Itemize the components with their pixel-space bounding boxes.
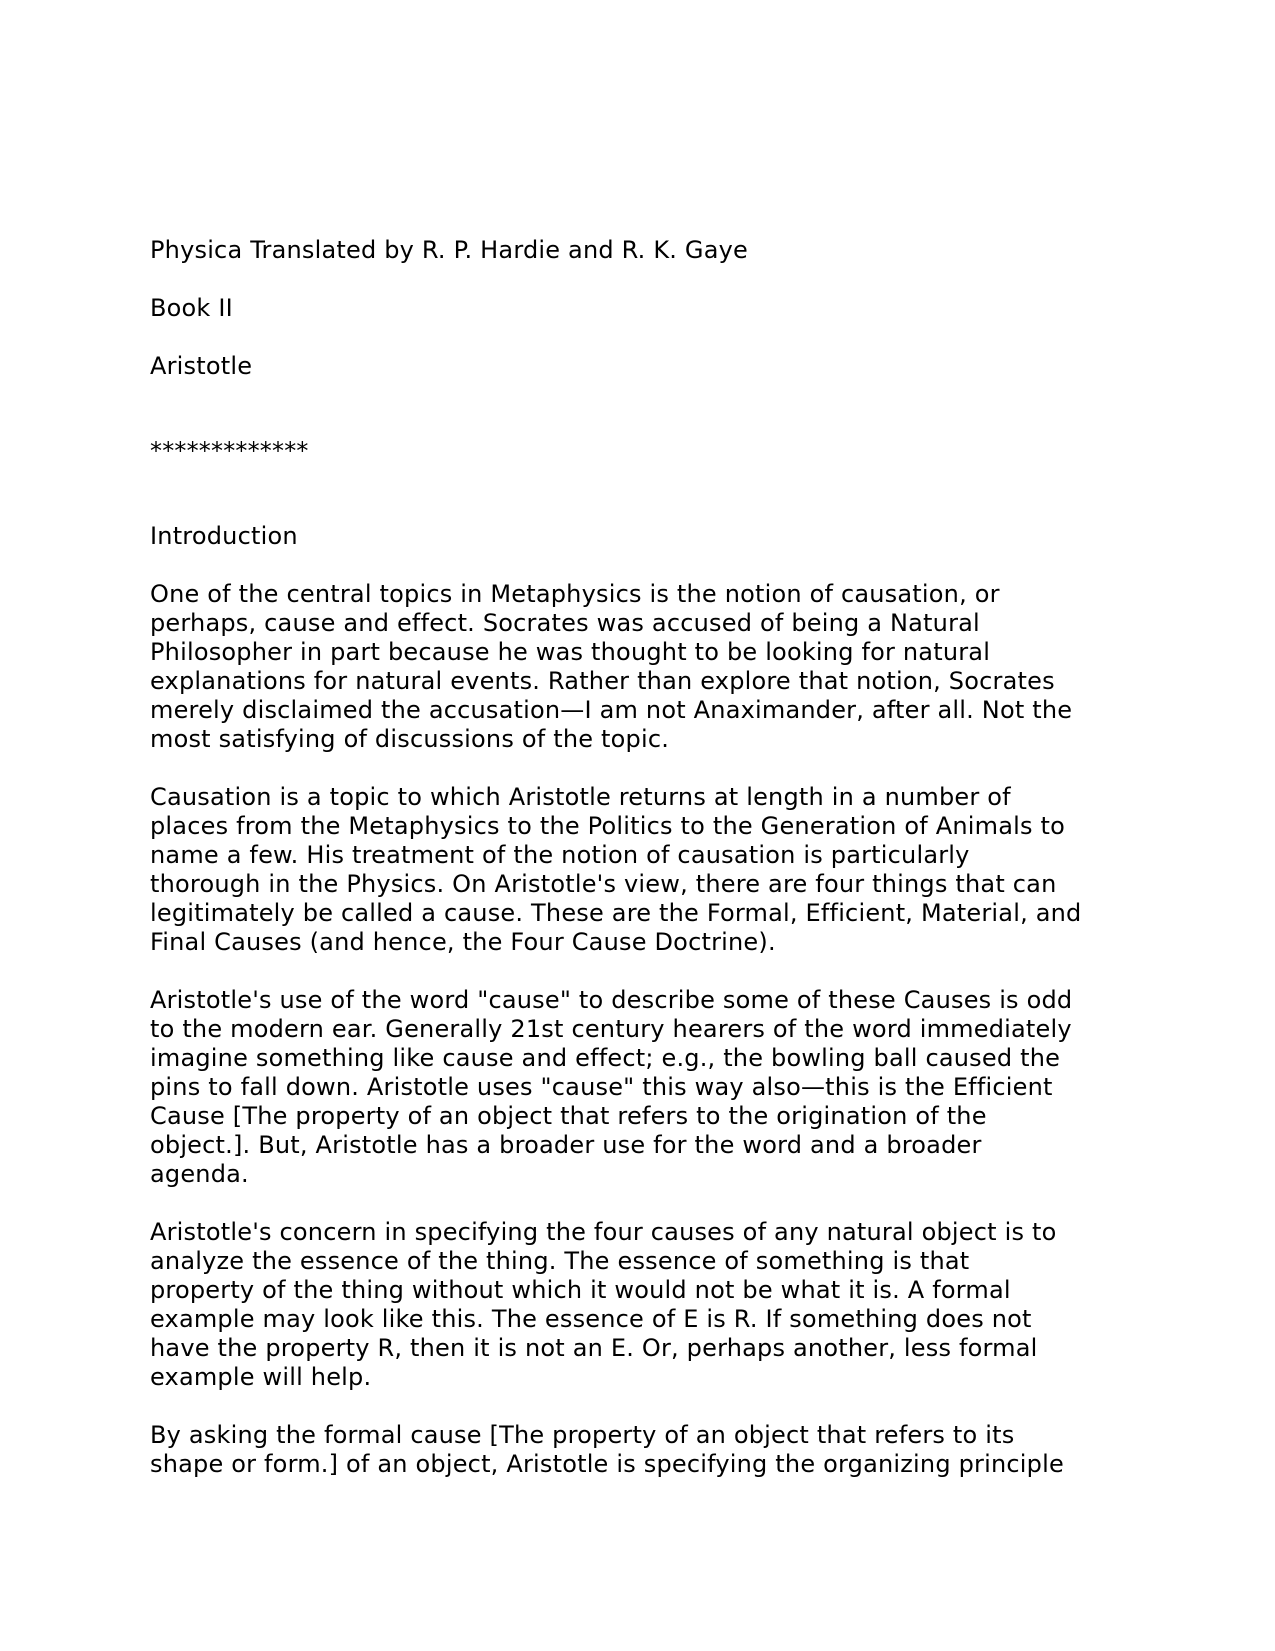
paragraph-line: shape or form.] of an object, Aristotle is specifying the organizing principle (150, 1450, 1064, 1478)
separator-stars: ************* (150, 437, 309, 465)
paragraph-line: have the property R, then it is not an E. Or, perhaps another, less formal (150, 1334, 1038, 1362)
document-body (150, 236, 1125, 1508)
paragraph-line: example may look like this. The essence of E is R. If something does not (150, 1305, 1032, 1333)
paragraph-line: places from the Metaphysics to the Politics to the Generation of Animals to (150, 812, 1066, 840)
paragraph-line: analyze the essence of the thing. The essence of something is that (150, 1247, 970, 1275)
book-label: Book II (150, 294, 233, 322)
paragraph-line: Aristotle's concern in specifying the four causes of any natural object is to (150, 1218, 1057, 1246)
paragraph-1 (150, 580, 1125, 754)
paragraph-line: explanations for natural events. Rather than explore that notion, Socrates (150, 667, 1055, 695)
paragraph-line: Causation is a topic to which Aristotle returns at length in a number of (150, 783, 1011, 811)
paragraph-line: name a few. His treatment of the notion of causation is particularly (150, 841, 970, 869)
paragraph-line: agenda. (150, 1160, 249, 1188)
section-heading: Introduction (150, 522, 298, 550)
paragraph-5 (150, 1421, 1125, 1479)
paragraph-line: Aristotle's use of the word "cause" to describe some of these Causes is odd (150, 986, 1073, 1014)
paragraph-2 (150, 783, 1125, 957)
document-title: Physica Translated by R. P. Hardie and R. K. Gaye (150, 236, 748, 264)
paragraph-line: By asking the formal cause [The property of an object that refers to its (150, 1421, 1015, 1449)
paragraph-line: perhaps, cause and effect. Socrates was accused of being a Natural (150, 609, 980, 637)
paragraph-line: imagine something like cause and effect; e.g., the bowling ball caused the (150, 1044, 1061, 1072)
paragraph-line: Final Causes (and hence, the Four Cause Doctrine). (150, 928, 776, 956)
paragraph-line: legitimately be called a cause. These are the Formal, Efficient, Material, and (150, 899, 1082, 927)
paragraph-line: pins to fall down. Aristotle uses "cause" this way also—this is the Efficient (150, 1073, 1053, 1101)
paragraph-4 (150, 1218, 1125, 1392)
paragraph-line: merely disclaimed the accusation—I am not Anaximander, after all. Not the (150, 696, 1073, 724)
paragraph-line: example will help. (150, 1363, 372, 1391)
author-name: Aristotle (150, 352, 253, 380)
paragraph-line: most satisfying of discussions of the topic. (150, 725, 670, 753)
paragraph-3 (150, 986, 1125, 1189)
paragraph-line: to the modern ear. Generally 21st century hearers of the word immediately (150, 1015, 1072, 1043)
paragraph-line: Cause [The property of an object that refers to the origination of the (150, 1102, 987, 1130)
paragraph-line: property of the thing without which it would not be what it is. A formal (150, 1276, 1011, 1304)
paragraph-line: object.]. But, Aristotle has a broader use for the word and a broader (150, 1131, 982, 1159)
paragraph-line: Philosopher in part because he was thought to be looking for natural (150, 638, 991, 666)
paragraph-line: thorough in the Physics. On Aristotle's view, there are four things that can (150, 870, 1057, 898)
paragraph-line: One of the central topics in Metaphysics is the notion of causation, or (150, 580, 1000, 608)
